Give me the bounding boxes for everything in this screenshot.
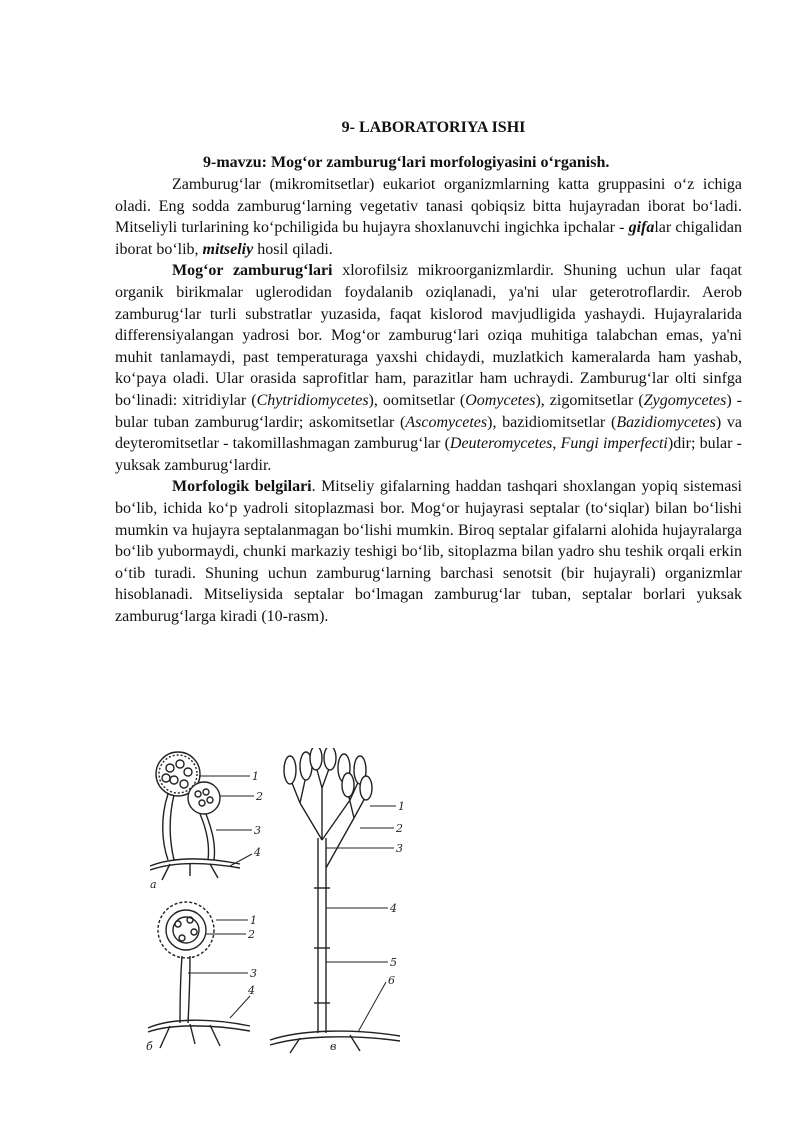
paragraph-mold-fungi — [115, 260, 742, 476]
figure-label: 6 — [388, 974, 395, 987]
figure-label: 1 — [398, 800, 405, 813]
figure-label: 4 — [248, 984, 255, 997]
figure-label: 3 — [250, 967, 257, 980]
text-run: ) - bular tuban zamburug‘lardir; askomitsetlar ( — [115, 391, 743, 431]
document-page — [115, 118, 742, 627]
term-gifa: gifa — [628, 219, 655, 237]
figure-label: 2 — [256, 790, 263, 803]
text-run: ), bazidiomitsetlar ( — [487, 413, 617, 431]
aspergillus-head-drawing — [148, 902, 250, 1048]
latin-term: Fungi imperfecti — [560, 435, 668, 453]
text-run: ), zigomitsetlar ( — [535, 391, 644, 409]
text-run: xlorofilsiz mikroorganizmlardir. Shuning uchun ular faqat organik birikmalar uglerodidan foydalanib oziqlanadi, ya'ni ular geterotroflardir. Aerob zamburug‘lar turli substratlar yuzasida, faqat kislorod mavjudligida yashaydi. Hujayralarida differensiyalangan yadrosi bor. Mog‘or zamburug‘lari oziqa muhitiga talabchan emas, ya'ni muhit tanlamaydi, past temperaturaga yaxshi chidaydi, muzlatkich kameralarda ham yashab, ko‘paya oladi. Ular orasida saprofitlar ham, parazitlar ham uchraydi. Zamburug‘lar olti sinfga bo‘linadi: xitridiylar ( — [115, 262, 742, 409]
figure-label: 3 — [254, 824, 261, 837]
latin-term: Deuteromycetes — [449, 435, 553, 453]
mucor-sporangium-drawing — [150, 752, 240, 880]
text-run: . Mitseliy gifalarning haddan tashqari shoxlangan yopiq sistemasi bo‘lib, ichida ko‘p yadroli sitoplazmasi bor. Mog‘or hujayrasi septalar (to‘siqlar) bilan bo‘lishi mumkin va hujayra septalanmagan bo‘lishi mumkin. Biroq septalar gifalarni alohida hujayralarga bo‘lib yubormaydi, chunki markaziy teshigi bo‘lib, sitoplazma bilan yadro shu teshik orqali erkin o‘tib turadi. Shuning uchun zamburug‘larning barchasi senotsit (bir hujayrali) organizmlar hisoblanadi. Mitseliysida septalar bo‘lmagan zamburug‘lar tuban, septalar borlari yuksak zamburug‘larga kiradi (10-rasm). — [115, 478, 743, 625]
paragraph-lead: Morfologik belgilari — [172, 478, 312, 496]
fungi-figure — [140, 748, 440, 1058]
text-run: Zamburug‘lar (mikromitsetlar) eukariot organizmlarning katta gruppasini o‘z ichiga oladi. Eng sodda zamburug‘larning vegetativ tanasi qobiqsiz bitta hujayradan iborat bo‘ladi. Mitseliyli turlarining ko‘pchiligida bu hujayra shoxlanuvchi ingichka ipchalar - — [115, 176, 742, 237]
text-run: hosil qiladi. — [253, 240, 333, 258]
figure-label: 1 — [250, 914, 257, 927]
figure-label: 4 — [254, 846, 261, 859]
figure-caption: a — [150, 878, 157, 891]
figure-label: 2 — [248, 928, 255, 941]
figure-label: 4 — [390, 902, 397, 915]
fungi-illustration — [140, 748, 440, 1058]
latin-term: Zygomycetes — [643, 391, 727, 409]
paragraph-intro — [115, 174, 742, 260]
text-run: , — [552, 435, 561, 453]
figure-label: 2 — [396, 822, 403, 835]
penicillium-drawing — [270, 748, 400, 1053]
figure-label: 5 — [390, 956, 397, 969]
paragraph-morphology — [115, 476, 742, 627]
paragraph-lead: Mog‘or zamburug‘lari — [172, 262, 333, 280]
latin-term: Bazidiomycetes — [616, 413, 716, 431]
latin-term: Chytridiomycetes — [256, 391, 369, 409]
latin-term: Ascomycetes — [405, 413, 488, 431]
page-title: 9- LABORATORIYA ISHI — [341, 119, 526, 136]
term-mitseliy: mitseliy — [202, 240, 254, 258]
text-run: ), oomitsetlar ( — [368, 391, 466, 409]
figure-caption: в — [330, 1040, 337, 1053]
latin-term: Oomycetes — [465, 391, 536, 409]
text-run: )dir; bular - yuksak zamburug‘lardir. — [115, 435, 743, 474]
figure-caption: б — [146, 1040, 153, 1053]
text-run: ) va deyteromitsetlar - takomillashmagan zamburug‘lar ( — [115, 413, 743, 453]
text-run: lar chigalidan iborat bo‘lib, — [115, 219, 742, 258]
topic-heading: 9-mavzu: Mog‘or zamburug‘lari morfologiyasini o‘rganish. — [203, 154, 610, 171]
figure-label: 3 — [396, 842, 403, 855]
figure-label: 1 — [252, 770, 259, 783]
